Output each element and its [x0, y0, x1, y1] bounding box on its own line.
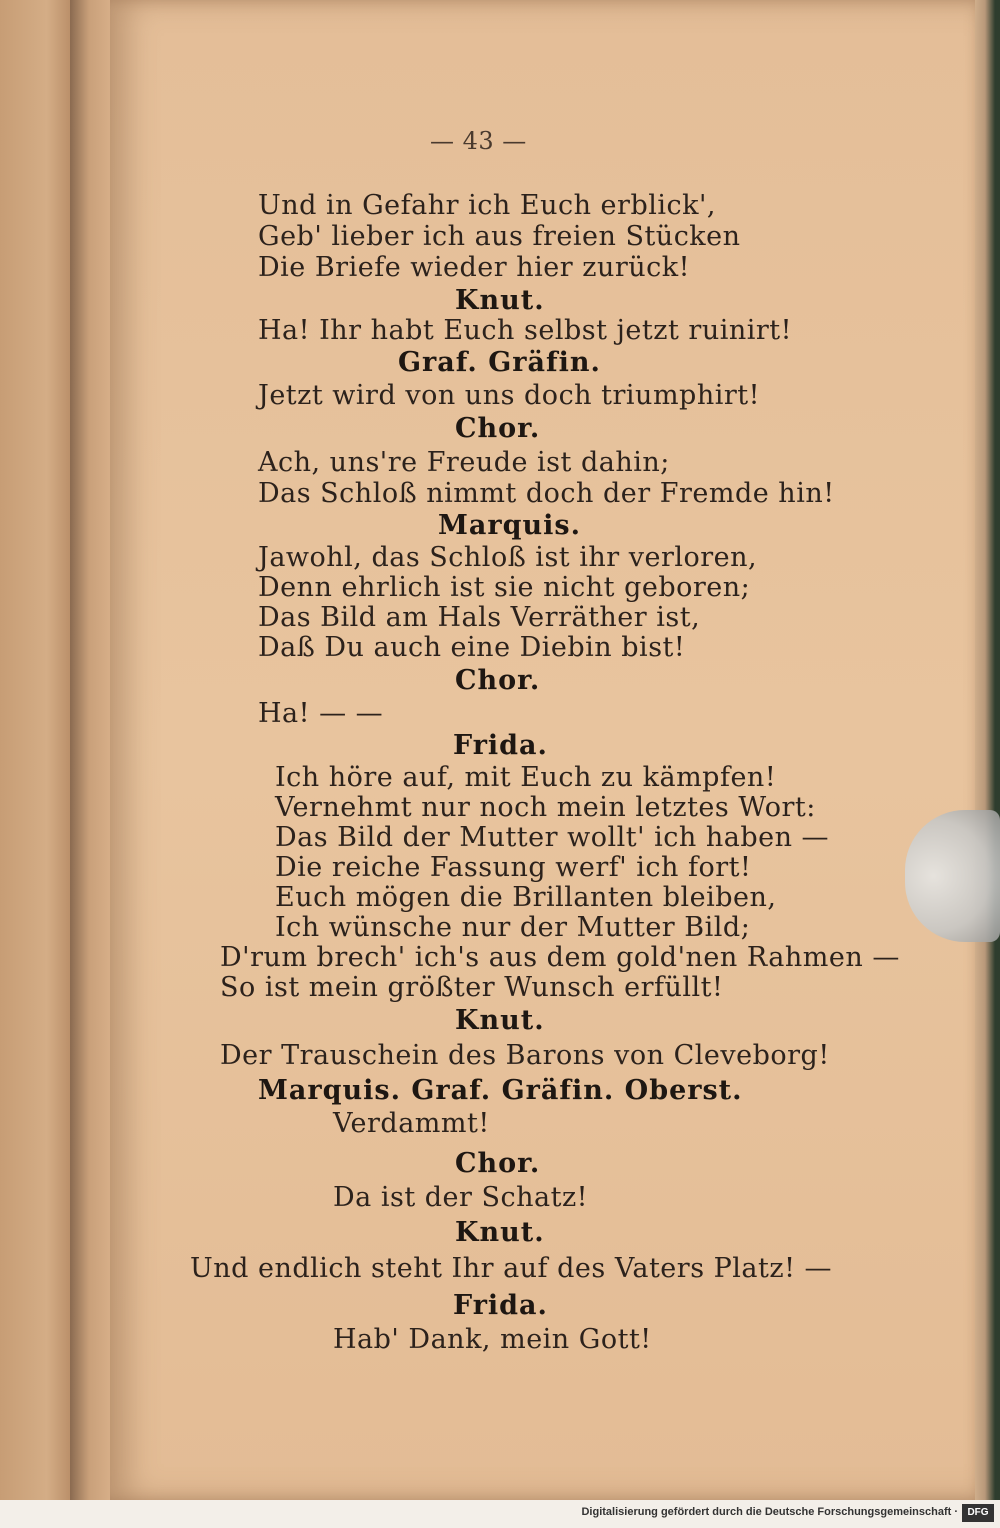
verse-line: Ich höre auf, mit Euch zu kämpfen!: [275, 762, 777, 793]
verse-line: Jetzt wird von uns doch triumphirt!: [258, 380, 760, 411]
verse-line: Die Briefe wieder hier zurück!: [258, 252, 690, 283]
verse-line: Geb' lieber ich aus freien Stücken: [258, 221, 741, 252]
speaker-name: Knut.: [455, 1005, 545, 1036]
speaker-name: Chor.: [455, 1148, 541, 1179]
verse-line: Jawohl, das Schloß ist ihr verloren,: [258, 542, 758, 573]
speaker-name: Marquis. Graf. Gräfin. Oberst.: [258, 1075, 743, 1106]
verse-line: D'rum brech' ich's aus dem gold'nen Rahmen —: [220, 942, 900, 973]
verse-line: Und in Gefahr ich Euch erblick',: [258, 190, 716, 221]
verse-line: Ha! Ihr habt Euch selbst jetzt ruinirt!: [258, 315, 792, 346]
verse-line: Vernehmt nur noch mein letztes Wort:: [275, 792, 816, 823]
verse-line: Der Trauschein des Barons von Cleveborg!: [220, 1040, 830, 1071]
verse-line: Ach, uns're Freude ist dahin;: [258, 447, 670, 478]
verse-line: Das Schloß nimmt doch der Fremde hin!: [258, 478, 835, 509]
verse-line: Verdammt!: [333, 1108, 490, 1139]
verse-line: Die reiche Fassung werf' ich fort!: [275, 852, 752, 883]
funding-note: Digitalisierung gefördert durch die Deutsche Forschungsgemeinschaft ·: [581, 1506, 958, 1518]
verse-line: Und endlich steht Ihr auf des Vaters Platz! —: [190, 1253, 833, 1284]
page-number: — 43 —: [430, 127, 527, 155]
verse-line: Ich wünsche nur der Mutter Bild;: [275, 912, 751, 943]
speaker-name: Frida.: [453, 730, 548, 761]
verse-line: So ist mein größter Wunsch erfüllt!: [220, 972, 724, 1003]
verse-line: Da ist der Schatz!: [333, 1182, 589, 1213]
verse-line: Daß Du auch eine Diebin bist!: [258, 632, 686, 663]
speaker-name: Knut.: [455, 1217, 545, 1248]
verse-line: Hab' Dank, mein Gott!: [333, 1324, 652, 1355]
speaker-name: Knut.: [455, 285, 545, 316]
left-page-edge: [0, 0, 78, 1500]
verse-line: Euch mögen die Brillanten bleiben,: [275, 882, 777, 913]
right-page-edge: [975, 0, 1000, 1500]
verse-line: Das Bild am Hals Verräther ist,: [258, 602, 701, 633]
footer-bar: [0, 1500, 1000, 1528]
speaker-name: Graf. Gräfin.: [398, 347, 601, 378]
speaker-name: Marquis.: [438, 510, 581, 541]
verse-line: Denn ehrlich ist sie nicht geboren;: [258, 572, 751, 603]
speaker-name: Frida.: [453, 1290, 548, 1321]
speaker-name: Chor.: [455, 413, 541, 444]
verse-line: Ha! — —: [258, 698, 384, 729]
dfg-logo: DFG: [962, 1504, 994, 1522]
speaker-name: Chor.: [455, 665, 541, 696]
verse-line: Das Bild der Mutter wollt' ich haben —: [275, 822, 830, 853]
